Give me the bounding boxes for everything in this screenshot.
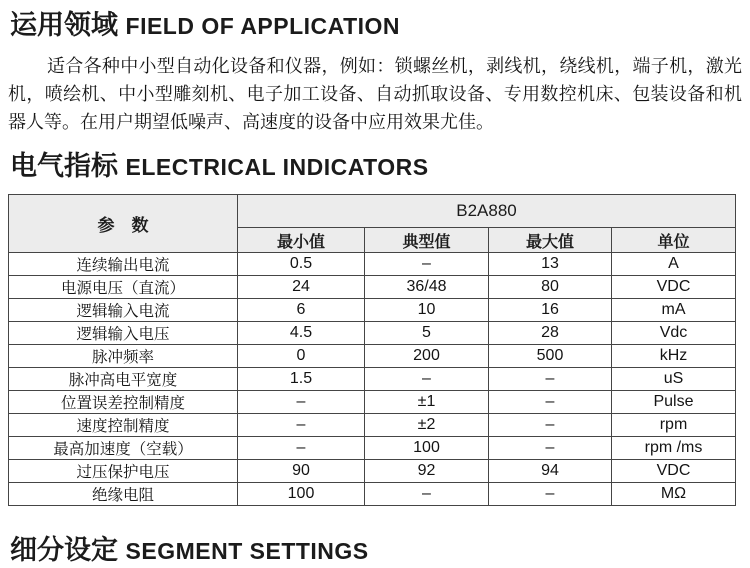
- max-value-cell: –: [489, 391, 612, 414]
- param-cell: 逻辑输入电流: [9, 299, 238, 322]
- param-cell: 最高加速度（空载）: [9, 437, 238, 460]
- typical-value-cell: 5: [365, 322, 489, 345]
- unit-cell: A: [612, 253, 736, 276]
- unit-cell: VDC: [612, 460, 736, 483]
- max-header-cell: 最大值: [489, 228, 612, 253]
- application-title-en: FIELD OF APPLICATION: [125, 13, 401, 39]
- electrical-title-zh: 电气指标: [10, 151, 118, 181]
- typical-value-cell: 92: [365, 460, 489, 483]
- max-value-cell: 16: [489, 299, 612, 322]
- unit-cell: uS: [612, 368, 736, 391]
- typical-value-cell: –: [365, 368, 489, 391]
- min-value-cell: 24: [238, 276, 365, 299]
- param-header-cell: 参 数: [9, 195, 238, 253]
- unit-cell: MΩ: [612, 483, 736, 506]
- min-value-cell: 90: [238, 460, 365, 483]
- param-cell: 速度控制精度: [9, 414, 238, 437]
- max-value-cell: 80: [489, 276, 612, 299]
- param-cell: 脉冲高电平宽度: [9, 368, 238, 391]
- param-cell: 脉冲频率: [9, 345, 238, 368]
- typical-value-cell: –: [365, 253, 489, 276]
- segment-title-zh: 细分设定: [10, 535, 118, 565]
- param-cell: 逻辑输入电压: [9, 322, 238, 345]
- typical-value-cell: 36/48: [365, 276, 489, 299]
- param-cell: 连续输出电流: [9, 253, 238, 276]
- table-row: [9, 368, 736, 391]
- min-value-cell: –: [238, 391, 365, 414]
- table-row: [9, 483, 736, 506]
- typ-header-cell: 典型值: [365, 228, 489, 253]
- section-heading-segment: [0, 534, 750, 568]
- unit-cell: mA: [612, 299, 736, 322]
- application-title-zh: 运用领域: [10, 10, 118, 40]
- model-header-cell: B2A880: [238, 195, 736, 228]
- max-value-cell: –: [489, 414, 612, 437]
- param-cell: 位置误差控制精度: [9, 391, 238, 414]
- table-row: [9, 345, 736, 368]
- unit-cell: rpm /ms: [612, 437, 736, 460]
- max-value-cell: –: [489, 368, 612, 391]
- min-value-cell: 100: [238, 483, 365, 506]
- min-value-cell: 0: [238, 345, 365, 368]
- param-cell: 绝缘电阻: [9, 483, 238, 506]
- table-row: [9, 460, 736, 483]
- table-row: [9, 276, 736, 299]
- table-row: [9, 299, 736, 322]
- max-value-cell: 13: [489, 253, 612, 276]
- section-heading-application: [0, 0, 750, 43]
- table-row: [9, 322, 736, 345]
- electrical-title-en: ELECTRICAL INDICATORS: [125, 154, 429, 180]
- unit-cell: Vdc: [612, 322, 736, 345]
- min-value-cell: –: [238, 414, 365, 437]
- unit-cell: Pulse: [612, 391, 736, 414]
- max-value-cell: –: [489, 483, 612, 506]
- table-row: [9, 253, 736, 276]
- table-row: [9, 391, 736, 414]
- typical-value-cell: –: [365, 483, 489, 506]
- typical-value-cell: 200: [365, 345, 489, 368]
- model-header-row: [9, 195, 736, 228]
- max-value-cell: 500: [489, 345, 612, 368]
- max-value-cell: 28: [489, 322, 612, 345]
- unit-cell: rpm: [612, 414, 736, 437]
- min-header-cell: 最小值: [238, 228, 365, 253]
- section-heading-electrical: [0, 150, 750, 184]
- table-row: [9, 414, 736, 437]
- unit-cell: kHz: [612, 345, 736, 368]
- min-value-cell: –: [238, 437, 365, 460]
- application-paragraph: 适合各种中小型自动化设备和仪器，例如：锁螺丝机，剥线机，绕线机，端子机，激光机，喷绘机、中小型雕刻机、电子加工设备、自动抓取设备、专用数控机床、包装设备和机器人等。在用户期望低噪声、高速度的设备中应用效果尤佳。: [8, 56, 742, 132]
- electrical-indicators-table: [8, 194, 736, 506]
- typical-value-cell: ±2: [365, 414, 489, 437]
- unit-header-cell: 单位: [612, 228, 736, 253]
- min-value-cell: 4.5: [238, 322, 365, 345]
- min-value-cell: 0.5: [238, 253, 365, 276]
- table-body: [9, 253, 736, 506]
- typical-value-cell: 100: [365, 437, 489, 460]
- max-value-cell: –: [489, 437, 612, 460]
- table-row: [9, 437, 736, 460]
- param-cell: 电源电压（直流）: [9, 276, 238, 299]
- segment-title-en: SEGMENT SETTINGS: [125, 538, 369, 564]
- min-value-cell: 1.5: [238, 368, 365, 391]
- min-value-cell: 6: [238, 299, 365, 322]
- typical-value-cell: ±1: [365, 391, 489, 414]
- typical-value-cell: 10: [365, 299, 489, 322]
- param-cell: 过压保护电压: [9, 460, 238, 483]
- unit-cell: VDC: [612, 276, 736, 299]
- max-value-cell: 94: [489, 460, 612, 483]
